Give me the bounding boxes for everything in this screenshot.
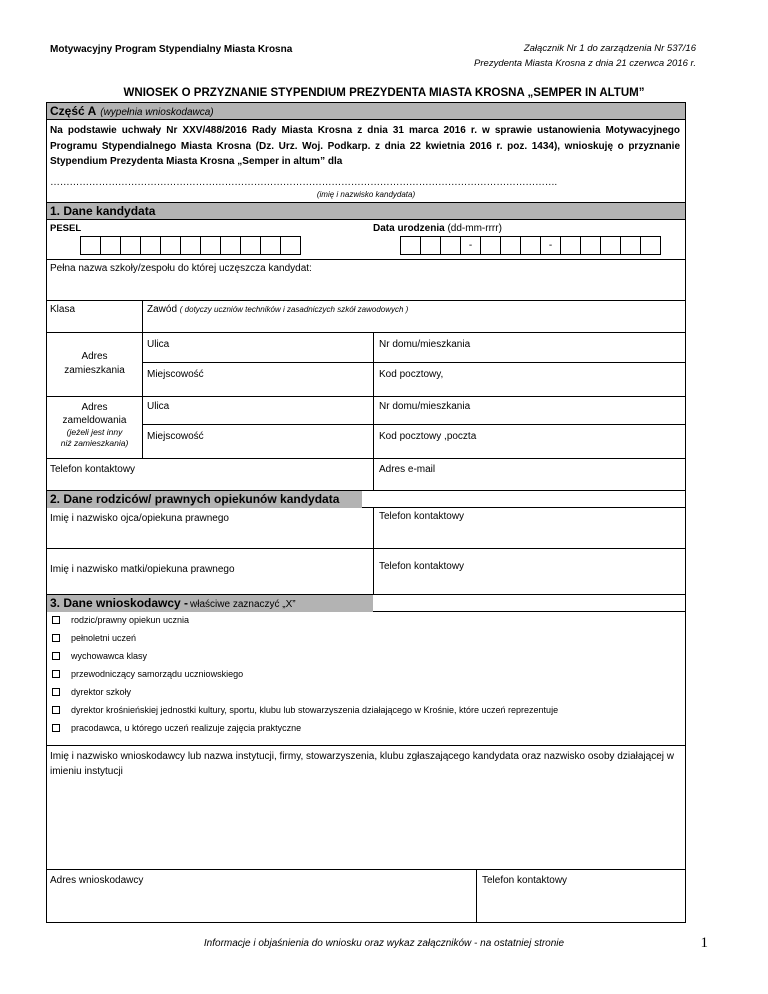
registration-address-row: [47, 397, 685, 459]
option-label: rodzic/prawny opiekun ucznia: [71, 615, 190, 625]
pesel-digit-boxes[interactable]: [81, 236, 301, 255]
option-class-teacher[interactable]: [52, 651, 147, 661]
intro-text: Na podstawie uchwały Nr XXV/488/2016 Rady Miasta Krosna z dnia 31 marca 2016 r. w sprawie ustanowienia Motywacyjnego Programu Stypendialnego Miasta Krosna (Dz. Urz. Woj. Podkarp. z dnia 22 kwietnia 2016 r. poz. 1434), wnioskuję o przyznanie Stypendium Prezydenta Miasta Krosna „Semper in altum” dla: [50, 125, 680, 167]
school-label: Pełna nazwa szkoły/zespołu do której uczęszcza kandydat:: [50, 263, 312, 274]
option-parent[interactable]: [52, 615, 189, 625]
residence-house-number-label: Nr domu/mieszkania: [379, 339, 471, 350]
section3-note: właściwe zaznaczyć „X”: [190, 599, 296, 610]
father-name-label: Imię i nazwisko ojca/opiekuna prawnego: [50, 513, 229, 524]
pesel-box[interactable]: [160, 236, 181, 255]
mother-row: [47, 549, 685, 595]
option-institution-director[interactable]: [52, 705, 558, 715]
header-attachment-note: [474, 41, 696, 71]
date-box[interactable]: [440, 236, 461, 255]
residence-label-line2: zamieszkania: [64, 365, 125, 376]
date-box[interactable]: [520, 236, 541, 255]
option-school-director[interactable]: [52, 687, 131, 697]
pesel-box[interactable]: [100, 236, 121, 255]
registration-label-line2: zameldowania: [62, 415, 127, 426]
registration-postal-label: Kod pocztowy ,poczta: [379, 431, 477, 442]
pesel-box[interactable]: [200, 236, 221, 255]
pesel-label: PESEL: [50, 223, 82, 234]
candidate-name-dots[interactable]: ………………………………………………………………………………………………………………………………………….: [50, 177, 557, 188]
pesel-box[interactable]: [80, 236, 101, 255]
applicant-address-label: Adres wnioskodawcy: [50, 875, 144, 886]
option-label: dyrektor krośnieńskiej jednostki kultury, sportu, klubu lub stowarzyszenia działającego w Krośnie, które uczeń reprezentuje: [71, 705, 559, 715]
section1-header: [47, 203, 685, 220]
registration-city-label: Miejscowość: [147, 431, 204, 442]
registration-house-number-label: Nr domu/mieszkania: [379, 401, 471, 412]
checkbox-icon[interactable]: [52, 688, 60, 696]
document-title: WNIOSEK O PRZYZNANIE STYPENDIUM PREZYDENTA MIASTA KROSNA „SEMPER IN ALTUM”: [123, 87, 645, 99]
registration-note-line2: niż zamieszkania): [60, 438, 129, 448]
date-box[interactable]: [400, 236, 421, 255]
part-a-note: (wypełnia wnioskodawca): [100, 107, 214, 118]
date-separator: -: [460, 236, 481, 255]
checkbox-icon[interactable]: [52, 634, 60, 642]
date-separator: -: [540, 236, 561, 255]
applicant-address-row: [47, 870, 685, 922]
mother-phone-label: Telefon kontaktowy: [379, 561, 465, 572]
option-label: dyrektor szkoły: [71, 687, 132, 697]
date-box[interactable]: [560, 236, 581, 255]
residence-label-line1: Adres: [81, 351, 108, 362]
section3-header: [47, 595, 685, 612]
option-student-council[interactable]: [52, 669, 243, 679]
pesel-box[interactable]: [260, 236, 281, 255]
pesel-box[interactable]: [140, 236, 161, 255]
pesel-box[interactable]: [180, 236, 201, 255]
date-box[interactable]: [420, 236, 441, 255]
application-form: [46, 102, 686, 923]
pesel-box[interactable]: [280, 236, 301, 255]
date-box[interactable]: [620, 236, 641, 255]
footer-note: Informacje i objaśnienia do wniosku oraz wykaz załączników - na ostatniej stronie: [203, 938, 565, 949]
intro-block: [47, 120, 685, 203]
registration-label-line1: Adres: [81, 402, 108, 413]
option-employer[interactable]: [52, 723, 301, 733]
date-box[interactable]: [500, 236, 521, 255]
candidate-phone-label: Telefon kontaktowy: [50, 464, 136, 475]
section3-title: 3. Dane wnioskodawcy -: [50, 596, 189, 610]
birth-date-boxes[interactable]: [401, 236, 661, 255]
class-label: Klasa: [50, 304, 76, 315]
school-row[interactable]: [47, 260, 685, 301]
option-label: pełnoletni uczeń: [71, 633, 137, 643]
applicant-name-row[interactable]: [47, 746, 685, 870]
registration-label: [47, 401, 142, 449]
checkbox-icon[interactable]: [52, 706, 60, 714]
contact-row: [47, 459, 685, 491]
residence-label: [47, 350, 142, 378]
section2-header: [47, 491, 685, 508]
residence-street-label: Ulica: [147, 339, 170, 350]
pesel-row: [47, 220, 685, 260]
page-number: 1: [700, 935, 708, 951]
checkbox-icon[interactable]: [52, 652, 60, 660]
applicant-name-label: Imię i nazwisko wnioskodawcy lub nazwa instytucji, firmy, stowarzyszenia, klubu zgłaszającego kandydata oraz nazwisko osoby działającej w imieniu instytucji: [50, 751, 674, 777]
pesel-box[interactable]: [220, 236, 241, 255]
residence-postal-label: Kod pocztowy,: [379, 369, 444, 380]
date-box[interactable]: [580, 236, 601, 255]
header-program-name: Motywacyjny Program Stypendialny Miasta Krosna: [50, 44, 293, 55]
applicant-phone-label: Telefon kontaktowy: [482, 875, 568, 886]
residence-address-row: [47, 333, 685, 397]
option-label: wychowawca klasy: [71, 651, 148, 661]
date-box[interactable]: [480, 236, 501, 255]
registration-street-label: Ulica: [147, 401, 170, 412]
checkbox-icon[interactable]: [52, 724, 60, 732]
option-adult-student[interactable]: [52, 633, 136, 643]
residence-city-label: Miejscowość: [147, 369, 204, 380]
header-attachment-line1: Załącznik Nr 1 do zarządzenia Nr 537/16: [523, 43, 696, 54]
option-label: pracodawca, u którego uczeń realizuje zajęcia praktyczne: [71, 723, 302, 733]
header-attachment-line2: Prezydenta Miasta Krosna z dnia 21 czerwca 2016 r.: [474, 58, 696, 69]
candidate-email-label: Adres e-mail: [379, 464, 436, 475]
date-box[interactable]: [600, 236, 621, 255]
candidate-name-caption: (imię i nazwisko kandydata): [316, 190, 416, 199]
mother-name-label: Imię i nazwisko matki/opiekuna prawnego: [50, 564, 235, 575]
profession-label-text: Zawód: [147, 304, 178, 315]
date-box[interactable]: [640, 236, 661, 255]
birth-date-label-text: Data urodzenia: [373, 223, 445, 234]
birth-date-format: (dd-mm-rrrr): [447, 223, 502, 234]
applicant-type-options: [47, 612, 685, 746]
checkbox-icon[interactable]: [52, 616, 60, 624]
father-row: [47, 508, 685, 549]
part-a-label: Część A: [50, 104, 97, 118]
profession-note: ( dotyczy uczniów techników i zasadniczych szkół zawodowych ): [179, 305, 409, 314]
section2-title: 2. Dane rodziców/ prawnych opiekunów kandydata: [50, 492, 340, 506]
checkbox-icon[interactable]: [52, 670, 60, 678]
section1-title: 1. Dane kandydata: [50, 204, 156, 218]
father-phone-label: Telefon kontaktowy: [379, 511, 465, 522]
part-a-header: [47, 103, 685, 120]
class-profession-row: [47, 301, 685, 333]
option-label: przewodniczący samorządu uczniowskiego: [71, 669, 244, 679]
pesel-box[interactable]: [240, 236, 261, 255]
profession-label: [147, 304, 408, 315]
birth-date-label: [373, 223, 502, 234]
registration-note-line1: (jeżeli jest inny: [66, 427, 123, 437]
pesel-box[interactable]: [120, 236, 141, 255]
